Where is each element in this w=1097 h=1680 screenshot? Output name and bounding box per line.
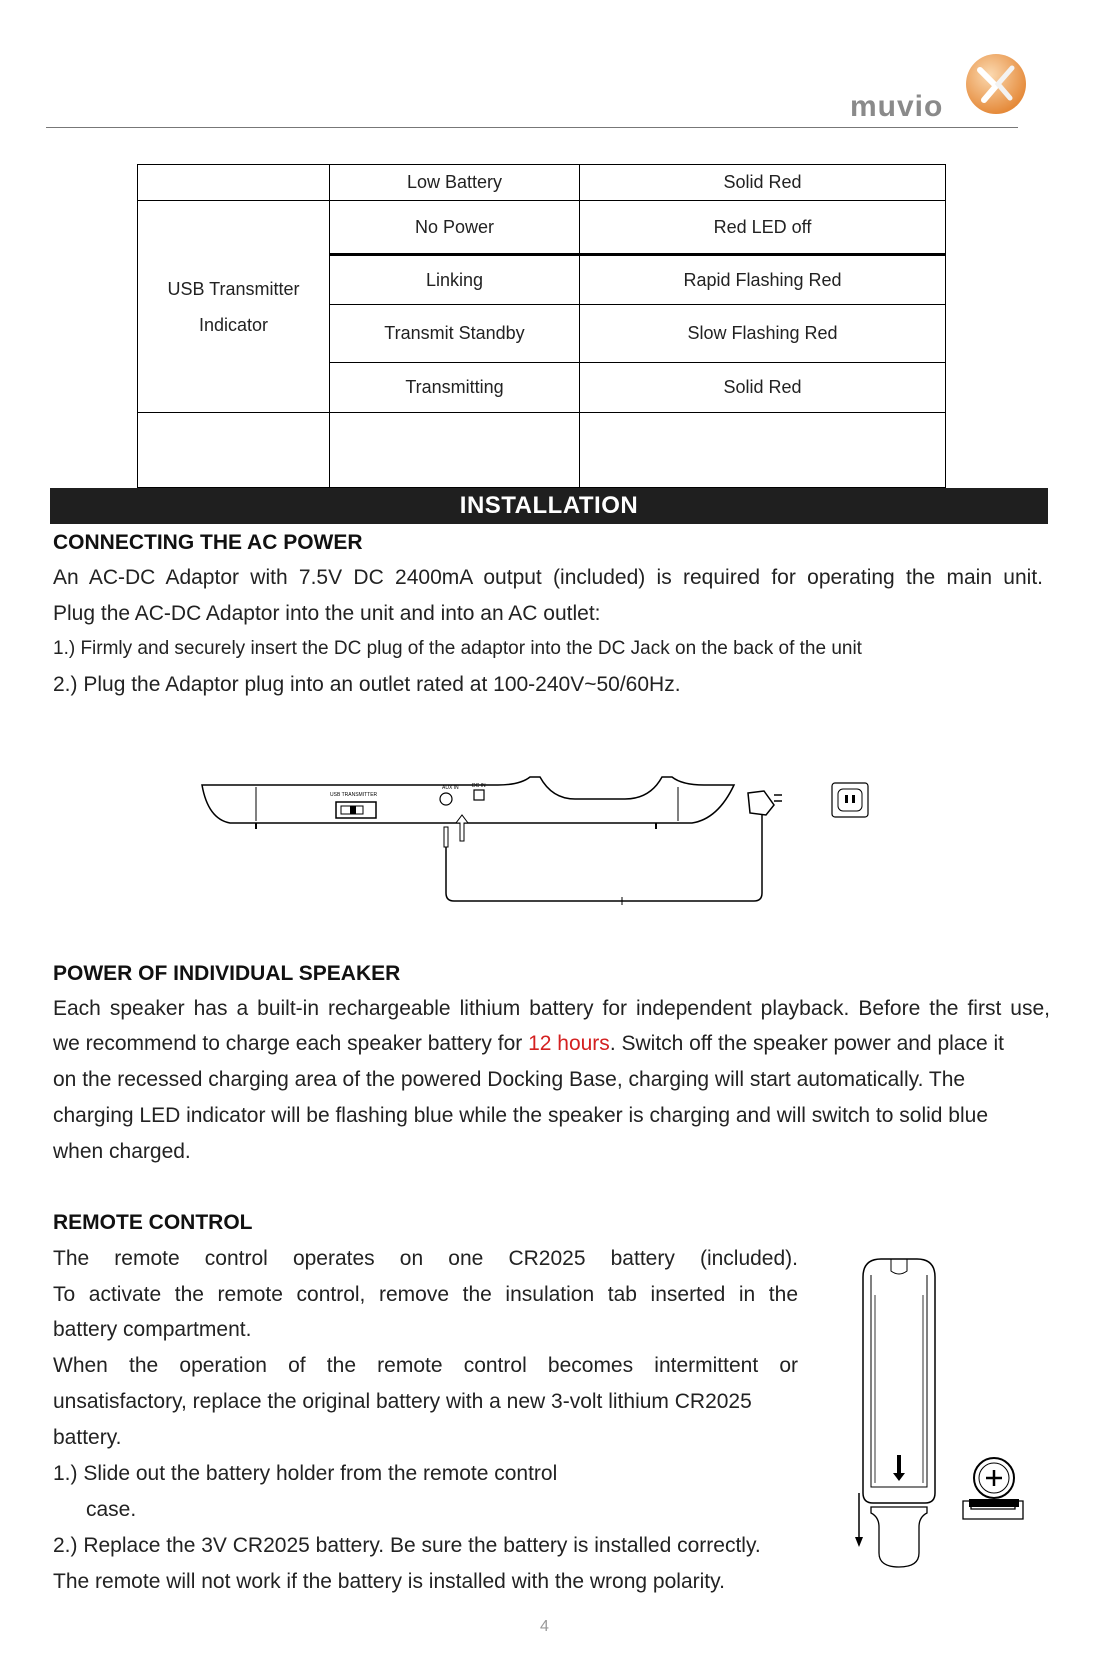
- brand-logo-icon: [962, 50, 1030, 118]
- usb-label: USB TRANSMITTER: [330, 792, 378, 798]
- table-cell: [330, 413, 580, 488]
- paragraph-line: The remote control operates on one CR2025 battery (included).: [53, 1247, 798, 1270]
- paragraph-line: The remote will not work if the battery is installed with the wrong polarity.: [53, 1570, 725, 1593]
- dc-label: DC IN: [472, 783, 486, 789]
- instruction-step: 1.) Slide out the battery holder from the remote control: [53, 1462, 558, 1485]
- brand-logo-text: muvio: [850, 90, 944, 123]
- ac-connection-diagram: [200, 775, 880, 905]
- category-line: Indicator: [198, 314, 269, 335]
- section-banner: INSTALLATION: [50, 488, 1048, 524]
- remote-battery-diagram: [855, 1255, 1030, 1575]
- highlight-text: 12 hours: [528, 1032, 610, 1055]
- table-cell: [138, 413, 330, 488]
- table-row: [138, 413, 946, 488]
- instruction-step: 2.) Replace the 3V CR2025 battery. Be sure the battery is installed correctly.: [53, 1534, 761, 1557]
- paragraph-line: battery.: [53, 1426, 122, 1449]
- category-line: USB Transmitter: [167, 278, 300, 299]
- text-span: . Switch off the speaker power and place it: [609, 1032, 1004, 1055]
- indicator-table: [137, 164, 946, 488]
- paragraph-line: Plug the AC-DC Adaptor into the unit and into an AC outlet:: [53, 602, 601, 625]
- table-cell: [580, 413, 946, 488]
- paragraph-line: When the operation of the remote control becomes intermittent or: [53, 1354, 798, 1377]
- paragraph-line: charging LED indicator will be flashing blue while the speaker is charging and will switch to solid blue: [53, 1104, 989, 1127]
- table-cell: Low Battery: [330, 165, 580, 201]
- table-cell: Transmit Standby: [330, 305, 580, 363]
- paragraph-line: To activate the remote control, remove the insulation tab inserted in the: [53, 1283, 798, 1306]
- table-cell: No Power: [330, 201, 580, 255]
- table-row: [138, 201, 946, 255]
- table-cell: Transmitting: [330, 363, 580, 413]
- paragraph-line: [53, 1032, 1004, 1056]
- table-cell: Slow Flashing Red: [580, 305, 946, 363]
- paragraph-line: Each speaker has a built-in rechargeable lithium battery for independent playback. Before the first use,: [53, 997, 1050, 1020]
- paragraph-line: when charged.: [53, 1140, 191, 1163]
- section-heading-ac-power: CONNECTING THE AC POWER: [53, 531, 363, 554]
- paragraph-line: An AC-DC Adaptor with 7.5V DC 2400mA output (included) is required for operating the main unit.: [53, 566, 1043, 589]
- section-heading-remote-control: REMOTE CONTROL: [53, 1211, 253, 1234]
- section-heading-speaker-power: POWER OF INDIVIDUAL SPEAKER: [53, 962, 401, 985]
- instruction-step: 2.) Plug the Adaptor plug into an outlet rated at 100-240V~50/60Hz.: [53, 673, 681, 696]
- table-cell: Solid Red: [580, 165, 946, 201]
- text-span: we recommend to charge each speaker battery for: [53, 1032, 529, 1055]
- paragraph-line: battery compartment.: [53, 1318, 252, 1341]
- table-cell: Red LED off: [580, 201, 946, 255]
- table-cell: Linking: [330, 255, 580, 305]
- table-row: [138, 165, 946, 201]
- table-cell: Solid Red: [580, 363, 946, 413]
- table-cell: Rapid Flashing Red: [580, 255, 946, 305]
- header-divider: [46, 127, 1018, 128]
- aux-label: AUX IN: [442, 785, 459, 791]
- instruction-step: case.: [86, 1498, 137, 1521]
- category-cell: [138, 201, 330, 413]
- instruction-step: 1.) Firmly and securely insert the DC plug of the adaptor into the DC Jack on the back of the unit: [53, 638, 862, 659]
- paragraph-line: unsatisfactory, replace the original battery with a new 3-volt lithium CR2025: [53, 1390, 752, 1413]
- page-number: 4: [540, 1618, 549, 1635]
- table-cell: [138, 165, 330, 201]
- paragraph-line: on the recessed charging area of the powered Docking Base, charging will start automatically. The: [53, 1068, 966, 1091]
